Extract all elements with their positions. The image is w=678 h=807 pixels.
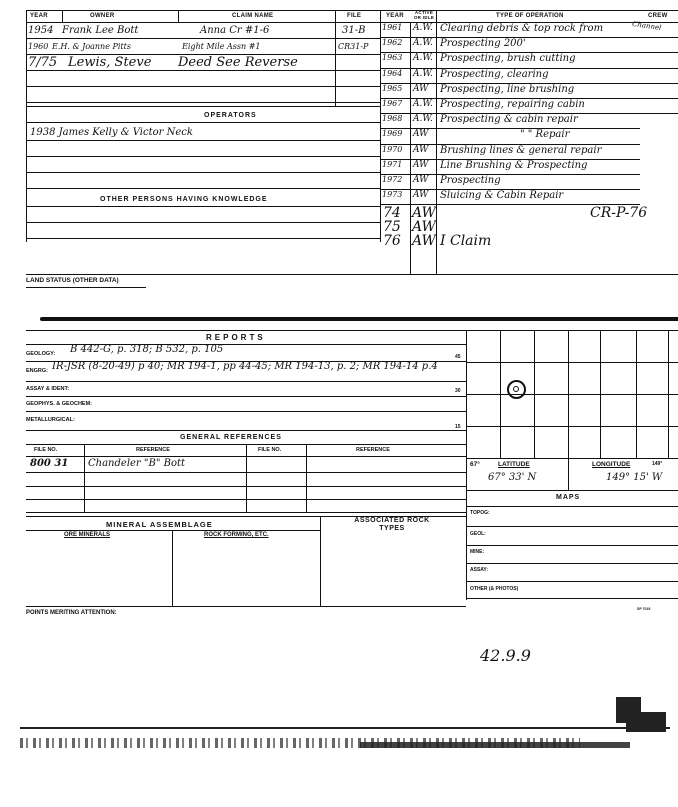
op-row-type: Sluicing & Cabin Repair (440, 190, 564, 202)
op-row-status: A.W. (413, 53, 433, 64)
op-row-status: AW (413, 144, 429, 155)
grid-line (466, 426, 678, 427)
engrg-num: 30 (455, 388, 461, 394)
engrg-label: ENGRG: (26, 368, 48, 374)
ore-minerals-label: ORE MINERALS (64, 532, 111, 538)
maps-assay: ASSAY: (470, 567, 489, 573)
op-row-type: Prospecting, clearing (440, 68, 549, 80)
points-meriting-label: POINTS MERITING ATTENTION: (26, 610, 117, 616)
owner-row-2-year: 1960 (28, 42, 49, 51)
owner-row-3-year: 7/75 (28, 55, 58, 70)
maps-other: OTHER (& PHOTOS) (470, 586, 519, 592)
maps-geol: GEOL: (470, 531, 486, 537)
op-row-year: 1961 (382, 23, 403, 32)
op-row-status: A.W. (413, 68, 433, 79)
genref-col-file2: FILE NO. (258, 447, 282, 453)
op-row-type: Prospecting (440, 175, 501, 186)
owner-row-2-claim: Eight Mile Assn #1 (182, 42, 261, 51)
geology-num: 45 (455, 354, 461, 360)
op-row-type: Clearing debris & top rock from (440, 23, 604, 34)
genref-col-file: FILE NO. (34, 447, 58, 453)
grid-line (466, 458, 678, 459)
engrg-value: IR-JSR (8-20-49) p 40; MR 194-1, pp 44-45; MR 194-13, p. 2; MR 194-14 p.4 (52, 361, 438, 372)
owner-row-2-file: CR31-P (338, 42, 369, 51)
op-row-type: Prospecting, line brushing (440, 83, 575, 95)
owner-row-1-file: 31-B (342, 25, 366, 36)
op-row-year: 1963 (382, 53, 403, 63)
assoc-rock-title: ASSOCIATED ROCK TYPES (354, 517, 430, 532)
op-row-year: 1962 (382, 38, 403, 48)
latitude-label: LATITUDE (498, 461, 530, 468)
longitude-value: 149° 15' W (606, 472, 663, 483)
mineral-title: MINERAL ASSEMBLAGE (106, 520, 213, 529)
op-row-status: AW (412, 219, 436, 236)
op-row-status: AW (413, 83, 429, 94)
op-row-year: 1967 (382, 99, 403, 108)
assay-label: ASSAY & IDENT: (26, 386, 70, 392)
op-row-year: 76 (383, 233, 401, 250)
grid-line (466, 330, 678, 331)
op-row-year: 1972 (382, 175, 403, 184)
operators-title: OPERATORS (204, 112, 257, 119)
land-status-label: LAND STATUS (OTHER DATA) (26, 277, 119, 284)
op-row-year: 74 (383, 205, 401, 222)
op-row-type: " " Repair (520, 129, 570, 141)
op-row-year: 75 (383, 219, 401, 236)
op-row-year: 1970 (382, 144, 403, 154)
genref-row-1-file: 800 31 (30, 458, 69, 469)
top-border (26, 10, 678, 11)
op-row-type: Prospecting, brush cutting (440, 53, 576, 65)
col-year2: YEAR (386, 13, 404, 19)
op-row-type: Brushing lines & general repair (440, 144, 602, 156)
operator-row-1: 1938 James Kelly & Victor Neck (30, 127, 193, 138)
maps-mine: MINE: (470, 549, 485, 555)
lon-suffix: 149° (652, 461, 663, 467)
op-row-type: CR-P-76 (590, 205, 648, 222)
col-crew: CREW (648, 13, 668, 19)
rock-forming-label: ROCK FORMING, ETC. (204, 532, 269, 538)
op-row-status: A.W. (413, 38, 433, 49)
op-row-year: 1973 (382, 190, 403, 200)
latitude-value: 67° 33' N (488, 472, 537, 483)
genref-col-reference: REFERENCE (136, 447, 170, 453)
lat-prefix: 67° (470, 461, 480, 468)
op-row-year: 1964 (382, 68, 403, 78)
op-row-type: Prospecting 200' (440, 38, 526, 50)
op-row-status: AW (413, 175, 429, 185)
owner-row-1-owner: Frank Lee Bott (62, 25, 139, 36)
crew-note: Channel (631, 19, 662, 33)
heavy-rule (40, 317, 678, 321)
geology-value: B 442-G, p. 318; B 532, p. 105 (70, 344, 224, 355)
op-row-status: A.W. (413, 99, 433, 109)
form-number: SP 7019 (637, 607, 651, 611)
op-row-type: Prospecting & cabin repair (440, 114, 578, 126)
metall-num: 15 (455, 424, 461, 430)
general-refs-title: GENERAL REFERENCES (180, 434, 282, 441)
location-marker (507, 380, 526, 399)
genref-row-1-ref: Chandeler "B" Bott (88, 458, 186, 469)
col-active-idle: ACTIVE OR IDLE (413, 10, 435, 20)
op-row-year: 1965 (382, 83, 403, 93)
col-claim-name: CLAIM NAME (232, 13, 274, 19)
longitude-label: LONGITUDE (592, 461, 631, 468)
record-number: 42.9.9 (480, 646, 531, 665)
op-row-year: 1969 (382, 129, 403, 139)
col-year: YEAR (30, 13, 48, 19)
owner-row-1-year: 1954 (28, 25, 54, 36)
geophys-label: GEOPHYS. & GEOCHEM: (26, 401, 93, 407)
op-row-type: Line Brushing & Prospecting (440, 159, 588, 171)
col-owner: OWNER (90, 13, 115, 19)
genref-col-reference2: REFERENCE (356, 447, 390, 453)
op-row-type: Prospecting, repairing cabin (440, 99, 585, 110)
col-file: FILE (347, 13, 362, 19)
op-row-status: AW (413, 129, 429, 140)
grid-line (466, 394, 678, 395)
reports-title: REPORTS (206, 333, 266, 342)
owner-row-3-owner: Lewis, Steve (68, 55, 152, 70)
op-row-status: AW (412, 205, 436, 222)
owner-row-1-claim: Anna Cr #1-6 (200, 25, 270, 36)
op-row-status: AW (413, 190, 429, 201)
bottom-scan-edge (20, 727, 670, 729)
maps-title: MAPS (556, 494, 581, 501)
col-type-operation: TYPE OF OPERATION (496, 13, 564, 19)
op-row-status: A.W. (413, 23, 433, 33)
op-row-year: 1968 (382, 114, 403, 124)
metallurgical-label: METALLURGICAL: (26, 417, 75, 423)
other-persons-title: OTHER PERSONS HAVING KNOWLEDGE (100, 196, 268, 203)
op-row-status: AW (413, 159, 429, 170)
owner-row-3-claim: Deed See Reverse (178, 55, 298, 70)
grid-line (466, 362, 678, 363)
owner-row-2-owner: E.H. & Joanne Pitts (52, 42, 131, 51)
maps-topog: TOPOG: (470, 510, 490, 516)
op-row-year: 1971 (382, 159, 403, 169)
op-row-status: A.W. (413, 114, 433, 125)
op-row-type: I Claim (440, 233, 492, 250)
op-row-status: AW (412, 233, 436, 250)
geology-label: GEOLOGY: (26, 351, 56, 357)
